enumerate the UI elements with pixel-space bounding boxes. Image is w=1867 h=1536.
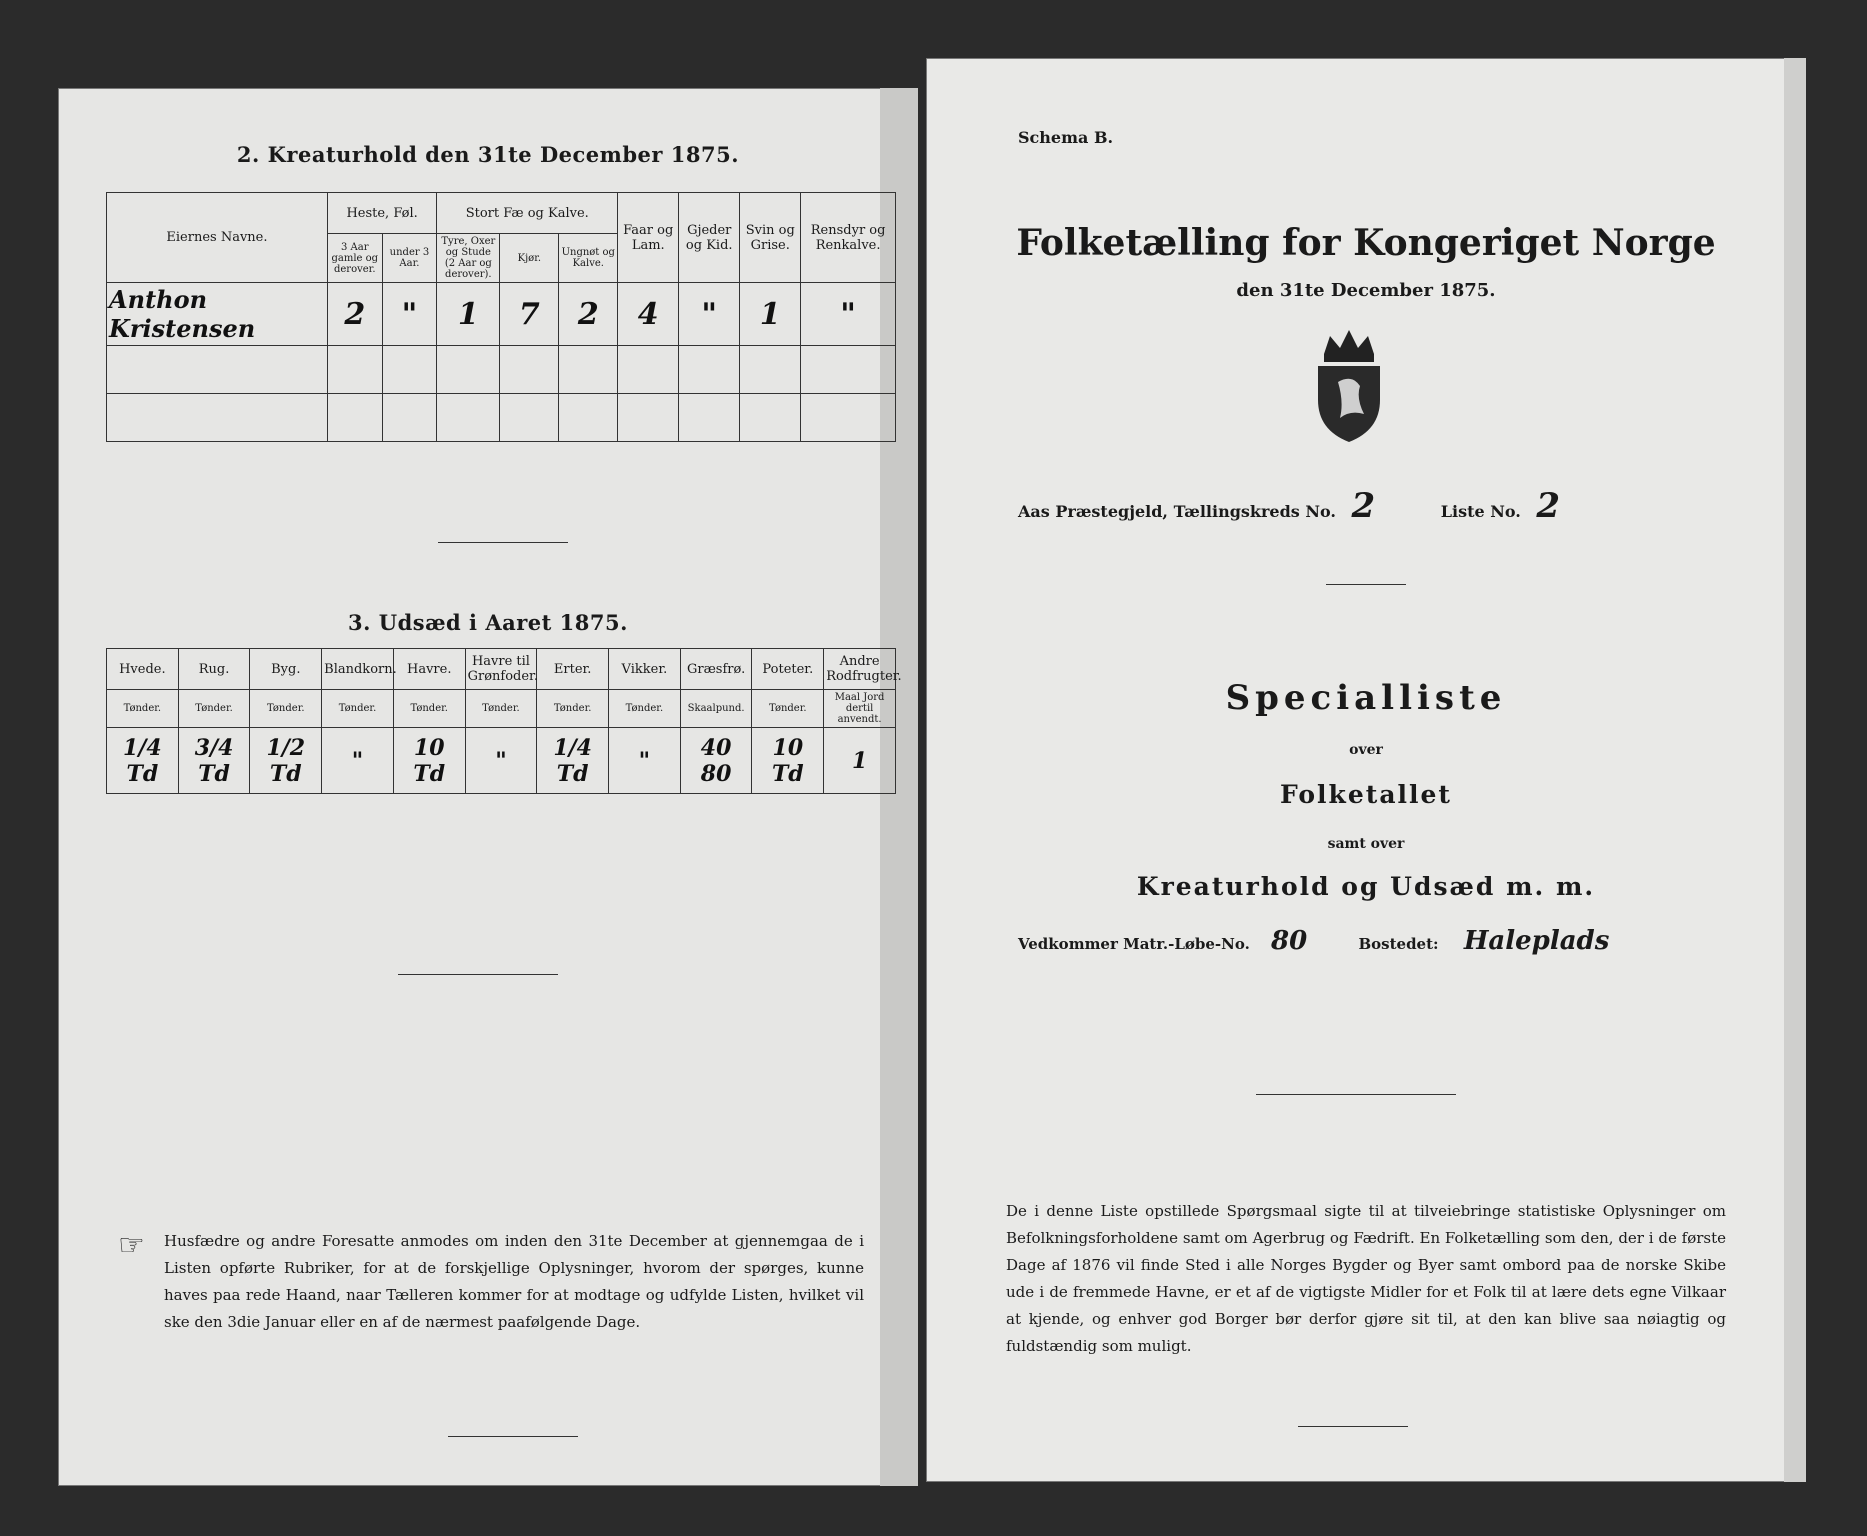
seed-column-header: Erter. [537,649,609,690]
bosted-label: Bostedet: [1358,935,1439,953]
seed-unit-header: Tønder. [465,690,537,728]
seed-value-cell: " [465,728,537,794]
seed-unit-header: Maal Jord dertil anvendt. [824,690,896,728]
seed-unit-header: Skaalpund. [680,690,752,728]
section2-title: 2. Kreaturhold den 31te December 1875. [236,142,740,167]
seed-unit-header: Tønder. [537,690,609,728]
seed-value-cell: 3/4 Td [178,728,250,794]
seed-unit-header: Tønder. [322,690,394,728]
right-notice-text: De i denne Liste opstillede Spørgsmaal sigte til at tilveiebringe statistiske Oplysninger om Befolkningsforholdene samt om Agerbrug og Fædrift. En Folketælling som den, der i de første Dage af 1876 vil finde Sted i alle Norges Bygder og Byer samt ombord paa de norske Skibe ude i de fremmede Havne, er et af de vigtigste Midler for et Folk til at lære dets egne Vilkaar at kjende, og enhver god Borger bør derfor gjøre sit til, at den kan blive saa nøiagtig og fuldstændig som muligt. [1006,1202,1726,1355]
seed-unit-header: Tønder. [107,690,179,728]
seed-unit-header: Tønder. [752,690,824,728]
livestock-cell: " [801,283,896,346]
coat-of-arms-icon [1304,326,1394,446]
seed-column-header: Poteter. [752,649,824,690]
pigs-header: Svin og Grise. [740,193,801,283]
seed-column-header: Byg. [250,649,322,690]
liste-label: Liste No. [1440,502,1521,521]
divider [448,1436,578,1437]
reindeer-header: Rensdyr og Renkalve. [801,193,896,283]
seed-value-cell: 1/4 Td [107,728,179,794]
matr-label: Vedkommer Matr.-Løbe-No. [1018,935,1250,953]
schema-label: Schema B. [1018,128,1114,147]
seed-table [106,648,902,794]
livestock-cell: " [382,283,437,346]
left-notice-text: Husfædre og andre Foresatte anmodes om inden den 31te December at gjennemgaa de i Listen opførte Rubriker, for at de forskjellige Oplysninger, hvorom der spørges, kunne haves paa rede Haand, naar Tælleren kommer for at modtage og udfylde Listen, hvilket vil ske den 3die Januar eller en af de nærmest paafølgende Dage. [164,1232,864,1331]
seed-unit-header: Tønder. [609,690,681,728]
district-prefix: Aas Præstegjeld, Tællingskreds No. [1018,502,1336,521]
folketallet-text: Folketallet [1280,780,1452,809]
seed-value-cell: 40 80 [680,728,752,794]
seed-value-cell: 1 [824,728,896,794]
right-page [926,58,1806,1482]
seed-column-header: Hvede. [107,649,179,690]
oxen-header: Tyre, Oxer og Stude (2 Aar og derover). [437,234,500,283]
samt-over-text: samt over [1327,836,1405,852]
seed-column-header: Vikker. [609,649,681,690]
seed-unit-header: Tønder. [393,690,465,728]
owner-header: Eiernes Navne. [107,193,328,283]
livestock-cell: 2 [559,283,618,346]
left-page [58,88,918,1486]
matr-line [1018,926,1609,956]
main-title: Folketælling for Kongeriget Norge [1016,222,1716,264]
seed-column-header: Græsfrø. [680,649,752,690]
cattle-header: Stort Fæ og Kalve. [437,193,618,234]
specialliste-title: Specialliste [1225,678,1507,718]
divider [398,974,558,975]
seed-column-header: Andre Rodfrugter. [824,649,896,690]
seed-value-cell: 10 Td [752,728,824,794]
livestock-cell: 1 [740,283,801,346]
livestock-cell: " [679,283,740,346]
section3-title: 3. Udsæd i Aaret 1875. [348,610,628,635]
census-date: den 31te December 1875. [1236,280,1496,301]
divider [438,542,568,543]
kreds-number: 2 [1351,486,1376,526]
owner-name-cell: Anthon Kristensen [107,283,328,346]
livestock-table [106,192,896,442]
horses-young-header: under 3 Aar. [382,234,437,283]
calves-header: Ungnøt og Kalve. [559,234,618,283]
cows-header: Kjør. [500,234,559,283]
seed-unit-header: Tønder. [250,690,322,728]
horses-header: Heste, Føl. [327,193,436,234]
divider [1326,584,1406,585]
seed-column-header: Havre. [393,649,465,690]
seed-value-cell: 1/4 Td [537,728,609,794]
page-edge-shadow [1784,58,1806,1482]
seed-unit-header: Tønder. [178,690,250,728]
divider [1256,1094,1456,1095]
livestock-cell: 1 [437,283,500,346]
seed-column-header: Rug. [178,649,250,690]
horses-adult-header: 3 Aar gamle og derover. [327,234,382,283]
livestock-cell: 4 [618,283,679,346]
kreaturhold-text: Kreaturhold og Udsæd m. m. [1136,872,1596,901]
sheep-header: Faar og Lam. [618,193,679,283]
divider [1298,1426,1408,1427]
pointing-hand-icon: ☞ [118,1228,145,1263]
seed-value-cell: " [609,728,681,794]
over-text: over [1349,742,1383,758]
district-line [1018,486,1560,526]
bosted-value: Haleplads [1463,926,1610,956]
livestock-cell: 2 [327,283,382,346]
seed-column-header: Havre til Grønfoder. [465,649,537,690]
livestock-cell: 7 [500,283,559,346]
liste-number: 2 [1536,486,1561,526]
goats-header: Gjeder og Kid. [679,193,740,283]
seed-value-cell: 1/2 Td [250,728,322,794]
matr-number: 80 [1271,926,1308,956]
seed-value-cell: " [322,728,394,794]
seed-value-cell: 10 Td [393,728,465,794]
seed-column-header: Blandkorn. [322,649,394,690]
